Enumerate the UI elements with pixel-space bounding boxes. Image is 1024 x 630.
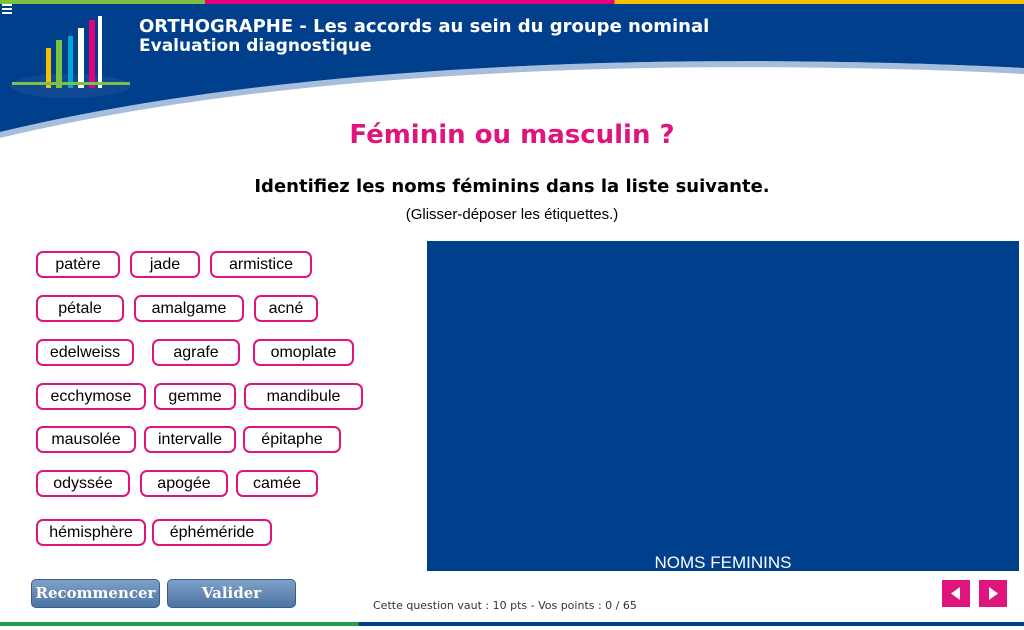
word-tag[interactable]: hémisphère — [36, 519, 146, 546]
score-text: Cette question vaut : 10 pts - Vos points : 0 / 65 — [373, 599, 637, 612]
word-tag[interactable]: omoplate — [253, 339, 354, 366]
previous-button[interactable] — [942, 580, 970, 607]
question-instruction: Identifiez les noms féminins dans la liste suivante. — [254, 176, 770, 197]
triangle-left-icon — [942, 580, 970, 607]
menu-icon[interactable] — [2, 4, 12, 14]
word-tag[interactable]: mausolée — [36, 426, 136, 453]
word-tag[interactable]: pétale — [36, 295, 124, 322]
question-title: Féminin ou masculin ? — [349, 120, 675, 150]
restart-button[interactable]: Recommencer — [31, 579, 160, 608]
word-tag[interactable]: ecchymose — [36, 383, 146, 410]
word-tag[interactable]: apogée — [140, 470, 228, 497]
word-tag[interactable]: épitaphe — [243, 426, 341, 453]
word-tag[interactable]: patère — [36, 251, 120, 278]
word-tag[interactable]: mandibule — [244, 383, 363, 410]
feminine-nouns-dropzone[interactable] — [427, 241, 1019, 571]
word-tag[interactable]: acné — [254, 295, 318, 322]
word-tag[interactable]: armistice — [210, 251, 312, 278]
dropzone-label: NOMS FEMININS — [654, 553, 792, 572]
word-tag[interactable]: edelweiss — [36, 339, 134, 366]
word-tag[interactable]: éphéméride — [152, 519, 272, 546]
validate-button[interactable]: Valider — [167, 579, 296, 608]
word-tag[interactable]: odyssée — [36, 470, 130, 497]
word-tag[interactable]: agrafe — [152, 339, 240, 366]
colored-bars-logo — [8, 14, 133, 104]
question-hint: (Glisser-déposer les étiquettes.) — [405, 206, 619, 223]
word-tag[interactable]: intervalle — [144, 426, 236, 453]
header-subtitle: Evaluation diagnostique — [139, 36, 372, 56]
word-tag[interactable]: gemme — [154, 383, 236, 410]
triangle-right-icon — [979, 580, 1007, 607]
word-tag[interactable]: jade — [130, 251, 200, 278]
header-title: ORTHOGRAPHE - Les accords au sein du groupe nominal — [139, 16, 710, 37]
word-tag[interactable]: camée — [236, 470, 318, 497]
next-button[interactable] — [979, 580, 1007, 607]
bottom-color-strip — [0, 622, 1024, 626]
word-tag[interactable]: amalgame — [134, 295, 244, 322]
